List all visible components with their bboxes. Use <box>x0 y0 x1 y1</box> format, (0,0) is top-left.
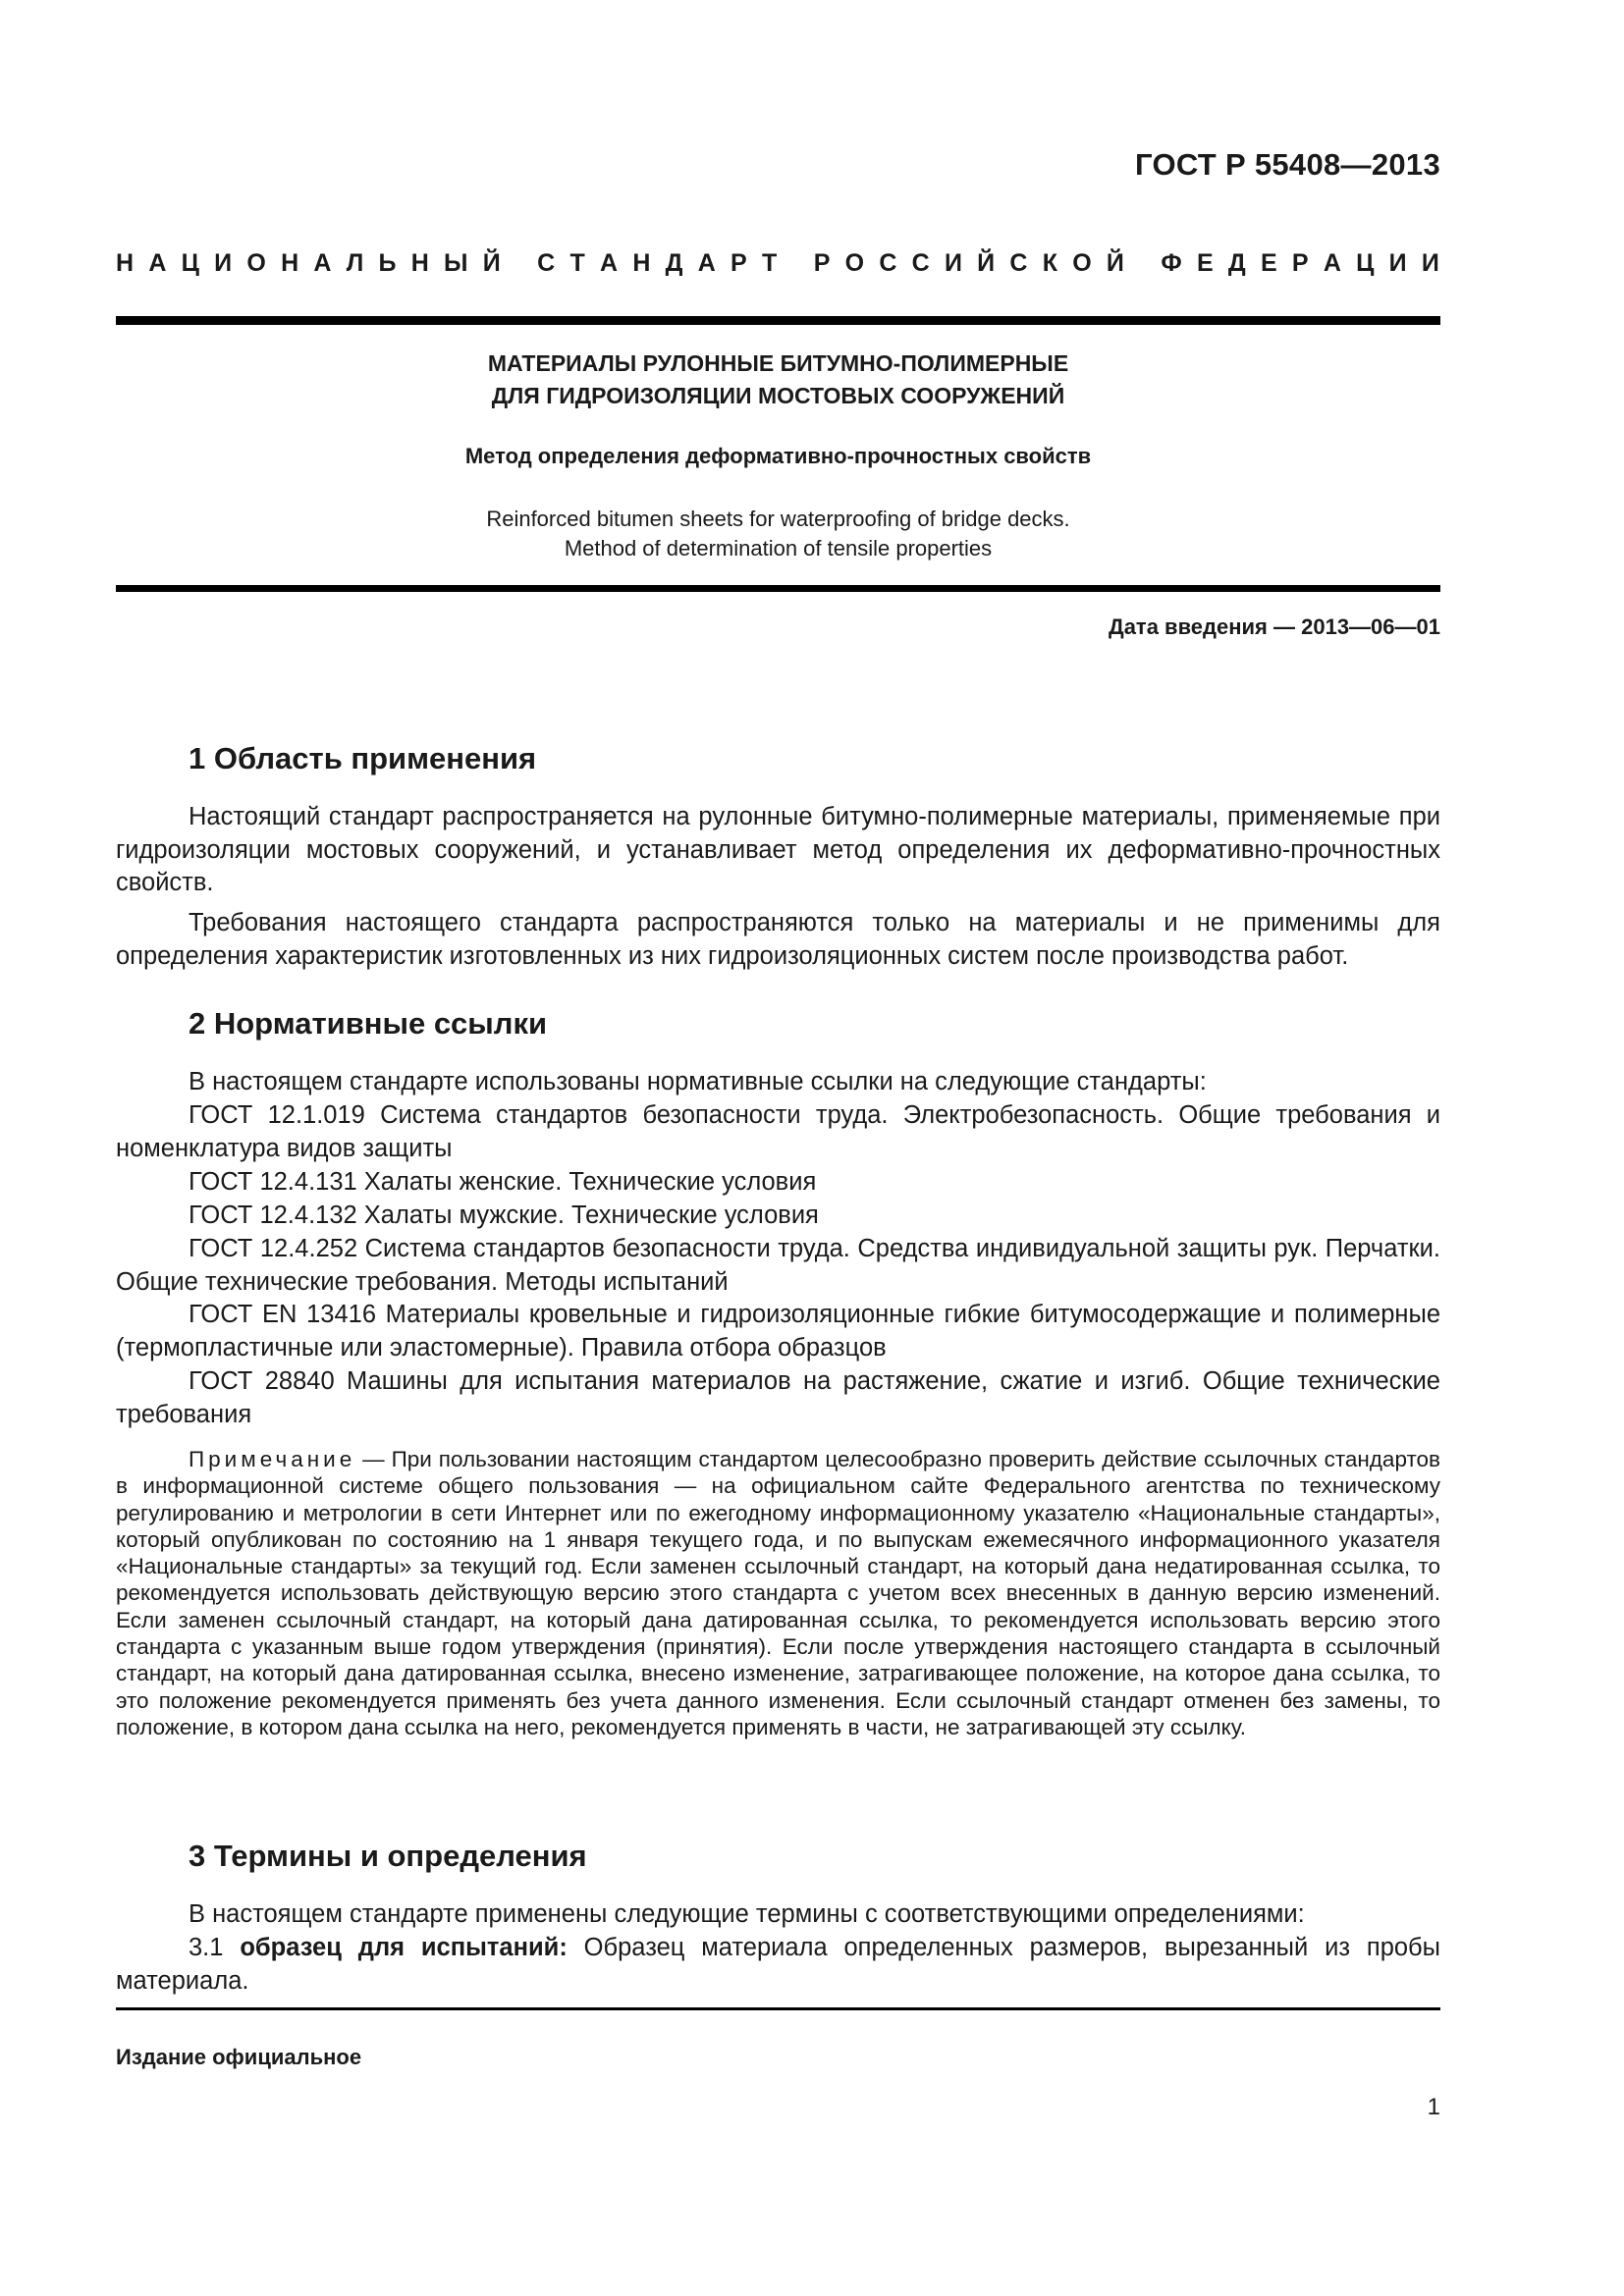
term-definition-text: Образец материала определенных размеров, вырезанный из пробы материала. <box>116 1934 1440 1995</box>
reference-item: ГОСТ EN 13416 Материалы кровельные и гидроизоляционные гибкие битумосодержащие и полимерные (термопластичные или эластомерные). Правила отбора образцов <box>116 1301 1440 1362</box>
reference-item: ГОСТ 12.4.131 Халаты женские. Технические условия <box>189 1168 817 1196</box>
section-2-intro: В настоящем стандарте использованы нормативные ссылки на следующие стандарты: <box>189 1068 1207 1095</box>
note-block <box>116 1446 1440 1740</box>
reference-item: ГОСТ 12.1.019 Система стандартов безопасности труда. Электробезопасность. Общие требования и номенклатура видов защиты <box>116 1101 1440 1162</box>
top-rule <box>116 316 1440 325</box>
reference-item: ГОСТ 28840 Машины для испытания материалов на растяжение, сжатие и изгиб. Общие технические требования <box>116 1367 1440 1428</box>
edition-label: Издание официальное <box>116 2045 362 2069</box>
term-number: 3.1 <box>189 1934 241 1961</box>
english-title-line-2: Method of determination of tensile properties <box>564 536 993 561</box>
document-subtitle: Метод определения деформативно-прочностных свойств <box>464 444 1092 468</box>
reference-item: ГОСТ 12.4.132 Халаты мужские. Технические условия <box>189 1201 819 1229</box>
english-title-line-1: Reinforced bitumen sheets for waterproofing of bridge decks. <box>486 507 1070 531</box>
title-rule <box>116 585 1440 592</box>
term-definition <box>116 1932 1440 1998</box>
document-title <box>116 347 1440 412</box>
footer-rule <box>116 2007 1440 2010</box>
section-3-heading: 3 Термины и определения <box>189 1839 587 1873</box>
term-name: образец для испытаний: <box>240 1934 568 1961</box>
national-standard-heading: Н А Ц И О Н А Л Ь Н Ы Й С Т А Н Д А Р Т Р О С С И Й С К О Й Ф Е Д Е Р А Ц И И <box>116 249 1439 277</box>
note-label: Примечание <box>189 1447 356 1471</box>
note-text: — При пользовании настоящим стандартом целесообразно проверить действие ссылочных стандартов в информационной системе общего пользования — на официальном сайте Федерального агентства по техническому регулированию и метрологии в сети Интернет или по ежегодному информационному указателю «Национальные стандарты», который опубликован по состоянию на 1 января текущего года, и по выпускам ежемесячного информационного указателя «Национальные стандарты» за текущий год. Если заменен ссылочный стандарт, на который дана недатированная ссылка, то рекомендуется использовать действующую версию этого стандарта с учетом всех внесенных в данную версию изменений. Если заменен ссылочный стандарт, на который дана датированная ссылка, то рекомендуется использовать версию этого стандарта с указанным выше годом утверждения (принятия). Если после утверждения настоящего стандарта в ссылочный стандарт, на который дана датированная ссылка, внесено изменение, затрагивающее положение, на которое дана ссылка, то это положение рекомендуется применять без учета данного изменения. Если ссылочный стандарт отменен без замены, то положение, в котором дана ссылка на него, рекомендуется применять в части, не затрагивающей эту ссылку. <box>116 1447 1440 1739</box>
reference-item: ГОСТ 12.4.252 Система стандартов безопасности труда. Средства индивидуальной защиты рук. Перчатки. Общие технические требования. Методы испытаний <box>116 1235 1440 1296</box>
title-line-1: МАТЕРИАЛЫ РУЛОННЫЕ БИТУМНО-ПОЛИМЕРНЫЕ <box>487 350 1069 376</box>
standard-code: ГОСТ Р 55408—2013 <box>1135 147 1440 182</box>
page-number: 1 <box>1427 2094 1440 2120</box>
english-title <box>116 505 1440 563</box>
section-3-intro: В настоящем стандарте применены следующие термины с соответствующими определениями: <box>189 1900 1305 1928</box>
section-1-paragraph-2: Требования настоящего стандарта распространяются только на материалы и не применимы для определения характеристик изготовленных из них гидроизоляционных систем после производства работ. <box>116 909 1440 970</box>
section-1-paragraph-1: Настоящий стандарт распространяется на рулонные битумно-полимерные материалы, применяемые при гидроизоляции мостовых сооружений, и устанавливает метод определения их деформативно-прочностных свойств. <box>116 803 1440 896</box>
introduction-date: Дата введения — 2013—06—01 <box>1109 614 1440 639</box>
section-2-heading: 2 Нормативные ссылки <box>189 1006 548 1041</box>
section-1-heading: 1 Область применения <box>189 741 537 775</box>
title-line-2: ДЛЯ ГИДРОИЗОЛЯЦИИ МОСТОВЫХ СООРУЖЕНИЙ <box>491 383 1065 408</box>
